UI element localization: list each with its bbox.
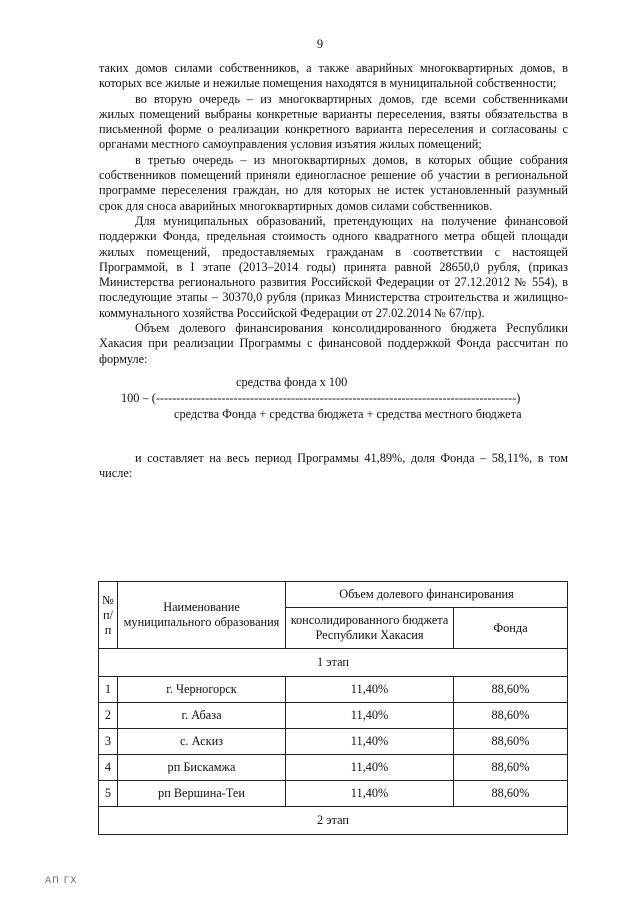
page-number: 9 [316,37,324,51]
consolidated-share: 11,40% [286,677,454,703]
stage-2-label: 2 этап [99,807,568,835]
fund-share: 88,60% [454,677,568,703]
consolidated-share: 11,40% [286,703,454,729]
consolidated-share: 11,40% [286,755,454,781]
financing-table [98,581,568,835]
municipality-name: г. Черногорск [118,677,286,703]
fund-share: 88,60% [454,703,568,729]
fund-share: 88,60% [454,755,568,781]
municipality-name: г. Абаза [118,703,286,729]
formula [99,375,568,437]
header-fund: Фонда [454,608,568,649]
fund-share: 88,60% [454,781,568,807]
paragraph-2: во вторую очередь – из многоквартирных домов, где всеми собственниками жилых помещений выбраны конкретные варианты переселения, взяты обязательства в письменной форме о реализации конкретного варианта переселения и согласованы с органами местного самоуправления условия изъятия жилых помещений; [99,91,568,152]
header-consolidated-budget: консолидированного бюджета Республики Хакасия [286,608,454,649]
consolidated-share: 11,40% [286,729,454,755]
municipality-name: рп Бискамжа [118,755,286,781]
paragraph-6: и составляет на весь период Программы 41,89%, доля Фонда – 58,11%, в том числе: [99,450,568,481]
header-no: № п/п [99,582,118,649]
table-row [99,755,568,781]
document-body [99,61,568,482]
row-number: 4 [99,755,118,781]
formula-numerator: средства фонда х 100 [236,374,348,389]
row-number: 5 [99,781,118,807]
paragraph-4: Для муниципальных образований, претендующих на получение финансовой поддержки Фонда, предельная стоимость одного квадратного метра общей площади жилых помещений, предоставляемых гражданам в соответствии с настоящей Программой, в I этапе (2013–2014 годы) принята равной 28650,0 рубля, (приказ Министерства регионального развития Российской Федерации от 27.12.2012 № 554), в последующие этапы – 30370,0 рубля (приказ Министерства строительства и жилищно-коммунального хозяйства Российской Федерации от 27.02.2014 № 67/пр). [99,213,568,320]
paragraph-5: Объем долевого финансирования консолидированного бюджета Республики Хакасия при реализации Программы с финансовой поддержкой Фонда рассчитан по формуле: [99,321,568,366]
municipality-name: с. Аскиз [118,729,286,755]
row-number: 2 [99,703,118,729]
row-number: 3 [99,729,118,755]
paragraph-3: в третью очередь – из многоквартирных домов, в которых общие собрания собственников помещений приняли единогласное решение об участии в региональной программе переселения граждан, но для которых не истек установленный разумный срок для сноса аварийных многоквартирных домов силами собственников. [99,152,568,213]
footer-stamp: АП ГХ [45,876,78,886]
paragraph-1: таких домов силами собственников, а также аварийных многоквартирных домов, в которых все жилые и нежилые помещения находятся в муниципальной собственности; [99,61,568,91]
table-row [99,703,568,729]
header-name: Наименование муниципального образования [118,582,286,649]
stage-1-label: 1 этап [99,649,568,677]
municipality-name: рп Вершина-Теи [118,781,286,807]
table-row [99,781,568,807]
fund-share: 88,60% [454,729,568,755]
formula-denominator: средства Фонда + средства бюджета + средства местного бюджета [174,406,522,421]
consolidated-share: 11,40% [286,781,454,807]
header-share: Объем долевого финансирования [286,582,568,608]
table-row [99,729,568,755]
formula-fraction-line: 100 – (----------------------------------------------------------------------------------------) [121,390,521,405]
table-row [99,677,568,703]
row-number: 1 [99,677,118,703]
